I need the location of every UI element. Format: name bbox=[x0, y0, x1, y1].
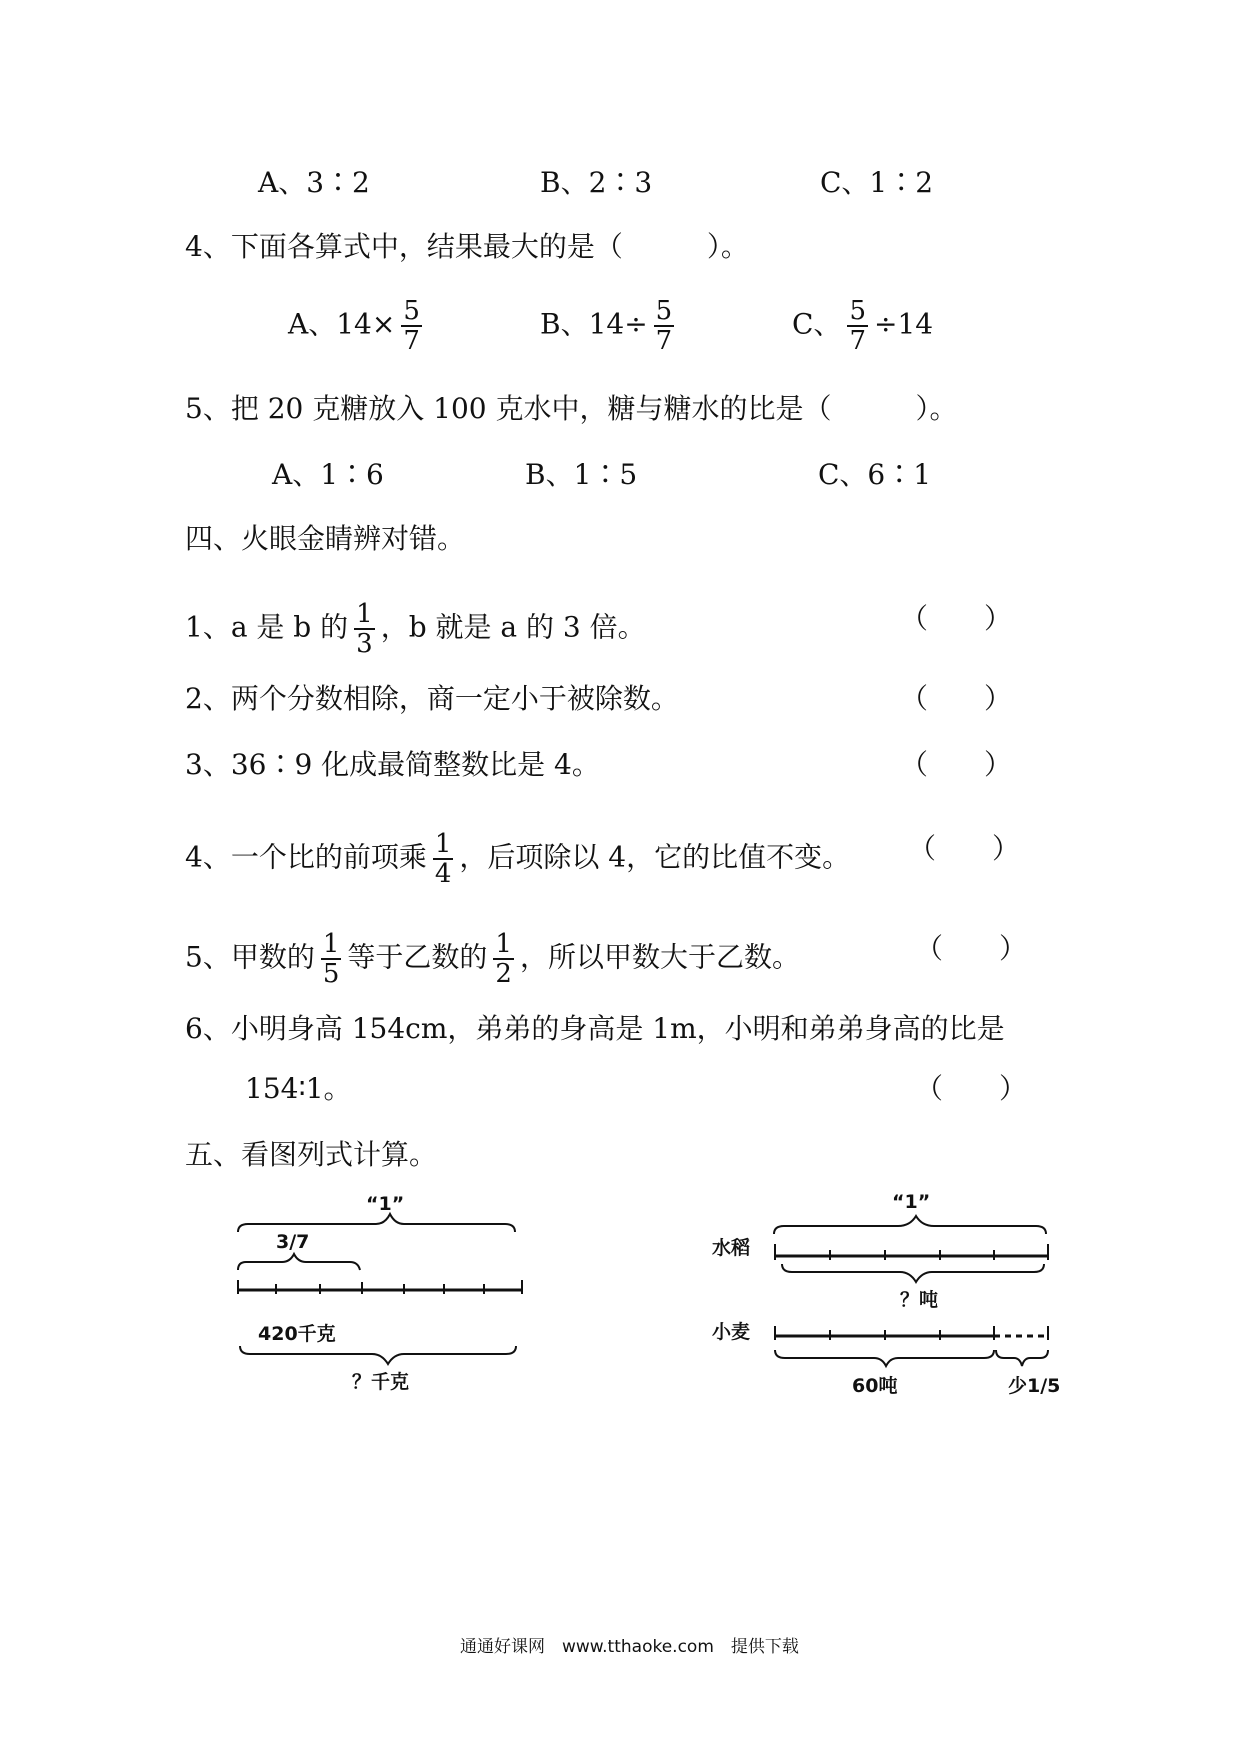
fraction: $\frac{1}{2}$ bbox=[495, 929, 512, 989]
q4-a-prefix: A、14× bbox=[288, 307, 396, 341]
fraction: $\frac{1}{5}$ bbox=[322, 929, 340, 989]
q5-option-c: C、6∶1 bbox=[818, 458, 932, 491]
answer-blank-6[interactable]: （ ） bbox=[915, 1072, 1028, 1105]
d1-ask-label: ？千克 bbox=[352, 1371, 410, 1393]
q5-option-b: B、1∶5 bbox=[525, 458, 638, 491]
d1-part-label: 3/7 bbox=[276, 1231, 310, 1253]
q3-option-c: C、1∶2 bbox=[820, 166, 934, 199]
d2-rice-ask-label: ？吨 bbox=[900, 1289, 939, 1311]
section5-title: 五、看图列式计算。 bbox=[185, 1138, 438, 1171]
q5-option-a: A、1∶6 bbox=[272, 458, 384, 491]
judge-item-2: 2、两个分数相除，商一定小于被除数。 bbox=[185, 682, 679, 715]
d1-whole-brace bbox=[238, 1214, 515, 1232]
answer-blank-1[interactable]: （ ） bbox=[900, 602, 1013, 635]
answer-blank-3[interactable]: （ ） bbox=[900, 748, 1013, 781]
d1-bottom-brace bbox=[240, 1346, 516, 1364]
q5-text: 5、把 20 克糖放入 100 克水中，糖与糖水的比是（ ）。 bbox=[185, 392, 958, 425]
fraction: $\frac{5}{7}$ bbox=[403, 296, 420, 356]
judge-item-6-line2: 154∶1。 bbox=[245, 1072, 352, 1105]
q4-option-c bbox=[792, 297, 933, 355]
d1-whole-label: “1” bbox=[366, 1193, 405, 1215]
fraction: $\frac{1}{3}$ bbox=[356, 599, 373, 659]
fraction: $\frac{5}{7}$ bbox=[655, 296, 673, 356]
footer-text: 通通好课网 www.tthaoke.com 提供下载 bbox=[460, 1637, 799, 1657]
judge-item-1: 1、a 是 b 的 $\frac{1}{3}$ ，b 就是 a 的 3 倍。 bbox=[185, 599, 646, 659]
d2-wheat-known-label: 60吨 bbox=[852, 1375, 898, 1397]
q4-option-a bbox=[288, 297, 428, 355]
fraction: $\frac{5}{7}$ bbox=[849, 296, 866, 356]
d1-known-label: 420千克 bbox=[258, 1323, 336, 1345]
d2-wheat-brace bbox=[775, 1350, 994, 1366]
q4-b-prefix: B、14÷ bbox=[540, 307, 648, 341]
d1-part-brace bbox=[238, 1254, 360, 1270]
fraction: $\frac{1}{4}$ bbox=[434, 829, 452, 889]
q4-c-prefix: C、 bbox=[792, 307, 842, 341]
section4-title: 四、火眼金睛辨对错。 bbox=[185, 522, 466, 555]
judge-item-6-line1: 6、小明身高 154cm，弟弟的身高是 1m，小明和弟弟身高的比是 bbox=[185, 1012, 1005, 1045]
q3-option-b: B、2∶3 bbox=[540, 166, 653, 199]
judge-item-5: 5、甲数的 $\frac{1}{5}$ 等于乙数的 $\frac{1}{2}$ ，所以甲数大于乙数。 bbox=[185, 929, 800, 989]
d2-whole-brace bbox=[774, 1216, 1046, 1234]
answer-blank-2[interactable]: （ ） bbox=[900, 682, 1013, 715]
q4-c-suffix: ÷14 bbox=[873, 307, 934, 341]
judge-item-3: 3、36∶9 化成最简整数比是 4。 bbox=[185, 748, 600, 781]
d2-less-label: 少1/5 bbox=[1008, 1375, 1061, 1397]
d2-whole-label: “1” bbox=[892, 1191, 931, 1213]
d2-wheat-label: 小麦 bbox=[712, 1321, 751, 1343]
judge-item-4: 4、一个比的前项乘 $\frac{1}{4}$ ，后项除以 4，它的比值不变。 bbox=[185, 829, 851, 889]
d2-rice-brace bbox=[782, 1264, 1044, 1282]
d2-rice-label: 水稻 bbox=[712, 1237, 751, 1259]
answer-blank-5[interactable]: （ ） bbox=[915, 932, 1028, 965]
q3-option-a: A、3∶2 bbox=[258, 166, 370, 199]
q4-option-b bbox=[540, 297, 680, 355]
q4-text: 4、下面各算式中，结果最大的是（ ）。 bbox=[185, 230, 749, 263]
d2-less-brace bbox=[996, 1350, 1048, 1366]
answer-blank-4[interactable]: （ ） bbox=[908, 832, 1021, 865]
